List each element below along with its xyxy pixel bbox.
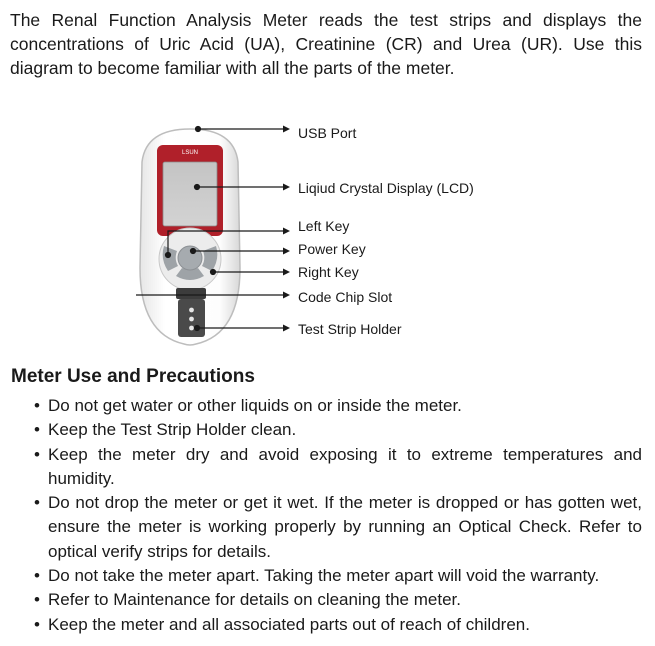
section-heading: Meter Use and Precautions (11, 366, 255, 387)
list-item: • Do not take the meter apart. Taking the meter apart will void the warranty. (32, 564, 642, 588)
lcd-arrow (283, 184, 290, 191)
strip-holder-arrow (283, 325, 290, 332)
strip-contact-dot (189, 308, 194, 313)
list-item: • Do not get water or other liquids on or inside the meter. (32, 394, 642, 418)
list-item: • Keep the meter and all associated parts out of reach of children. (32, 613, 642, 637)
left-key-label: Left Key (298, 218, 350, 234)
meter-diagram (0, 118, 655, 358)
lcd-screen (163, 162, 217, 226)
power-key-arrow (283, 248, 290, 255)
strip-contact-dot (189, 326, 194, 331)
lcd-brand-text: LSUN (181, 150, 199, 156)
code-chip-arrow (283, 292, 290, 299)
code-chip-slot (176, 288, 206, 299)
test-strip-holder-label: Test Strip Holder (298, 321, 402, 337)
right-key-arrow (283, 269, 290, 276)
list-item: • Refer to Maintenance for details on cleaning the meter. (32, 588, 642, 612)
code-chip-slot-label: Code Chip Slot (298, 289, 393, 305)
power-key (178, 246, 202, 270)
list-item: • Keep the meter dry and avoid exposing it to extreme temperatures and humidity. (32, 443, 642, 492)
usb-port-label: USB Port (298, 125, 357, 141)
lcd-label: Liqiud Crystal Display (LCD) (298, 180, 474, 196)
precautions-list (32, 394, 642, 637)
power-key-label: Power Key (298, 241, 366, 257)
list-item: • Do not drop the meter or get it wet. If the meter is dropped or has gotten wet, ensure the meter is working properly by running an Optical Check. Refer to optical verify strips for details. (32, 491, 642, 564)
usb-port-arrow (283, 126, 290, 133)
list-item: • Keep the Test Strip Holder clean. (32, 418, 642, 442)
right-key-label: Right Key (298, 264, 359, 280)
left-key-arrow (283, 228, 290, 235)
intro-paragraph: The Renal Function Analysis Meter reads the test strips and displays the concentrations of Uric Acid (UA), Creatinine (CR) and Urea (UR). Use this diagram to become familiar with all the parts of the meter. (10, 10, 642, 78)
strip-contact-dot (189, 317, 194, 322)
